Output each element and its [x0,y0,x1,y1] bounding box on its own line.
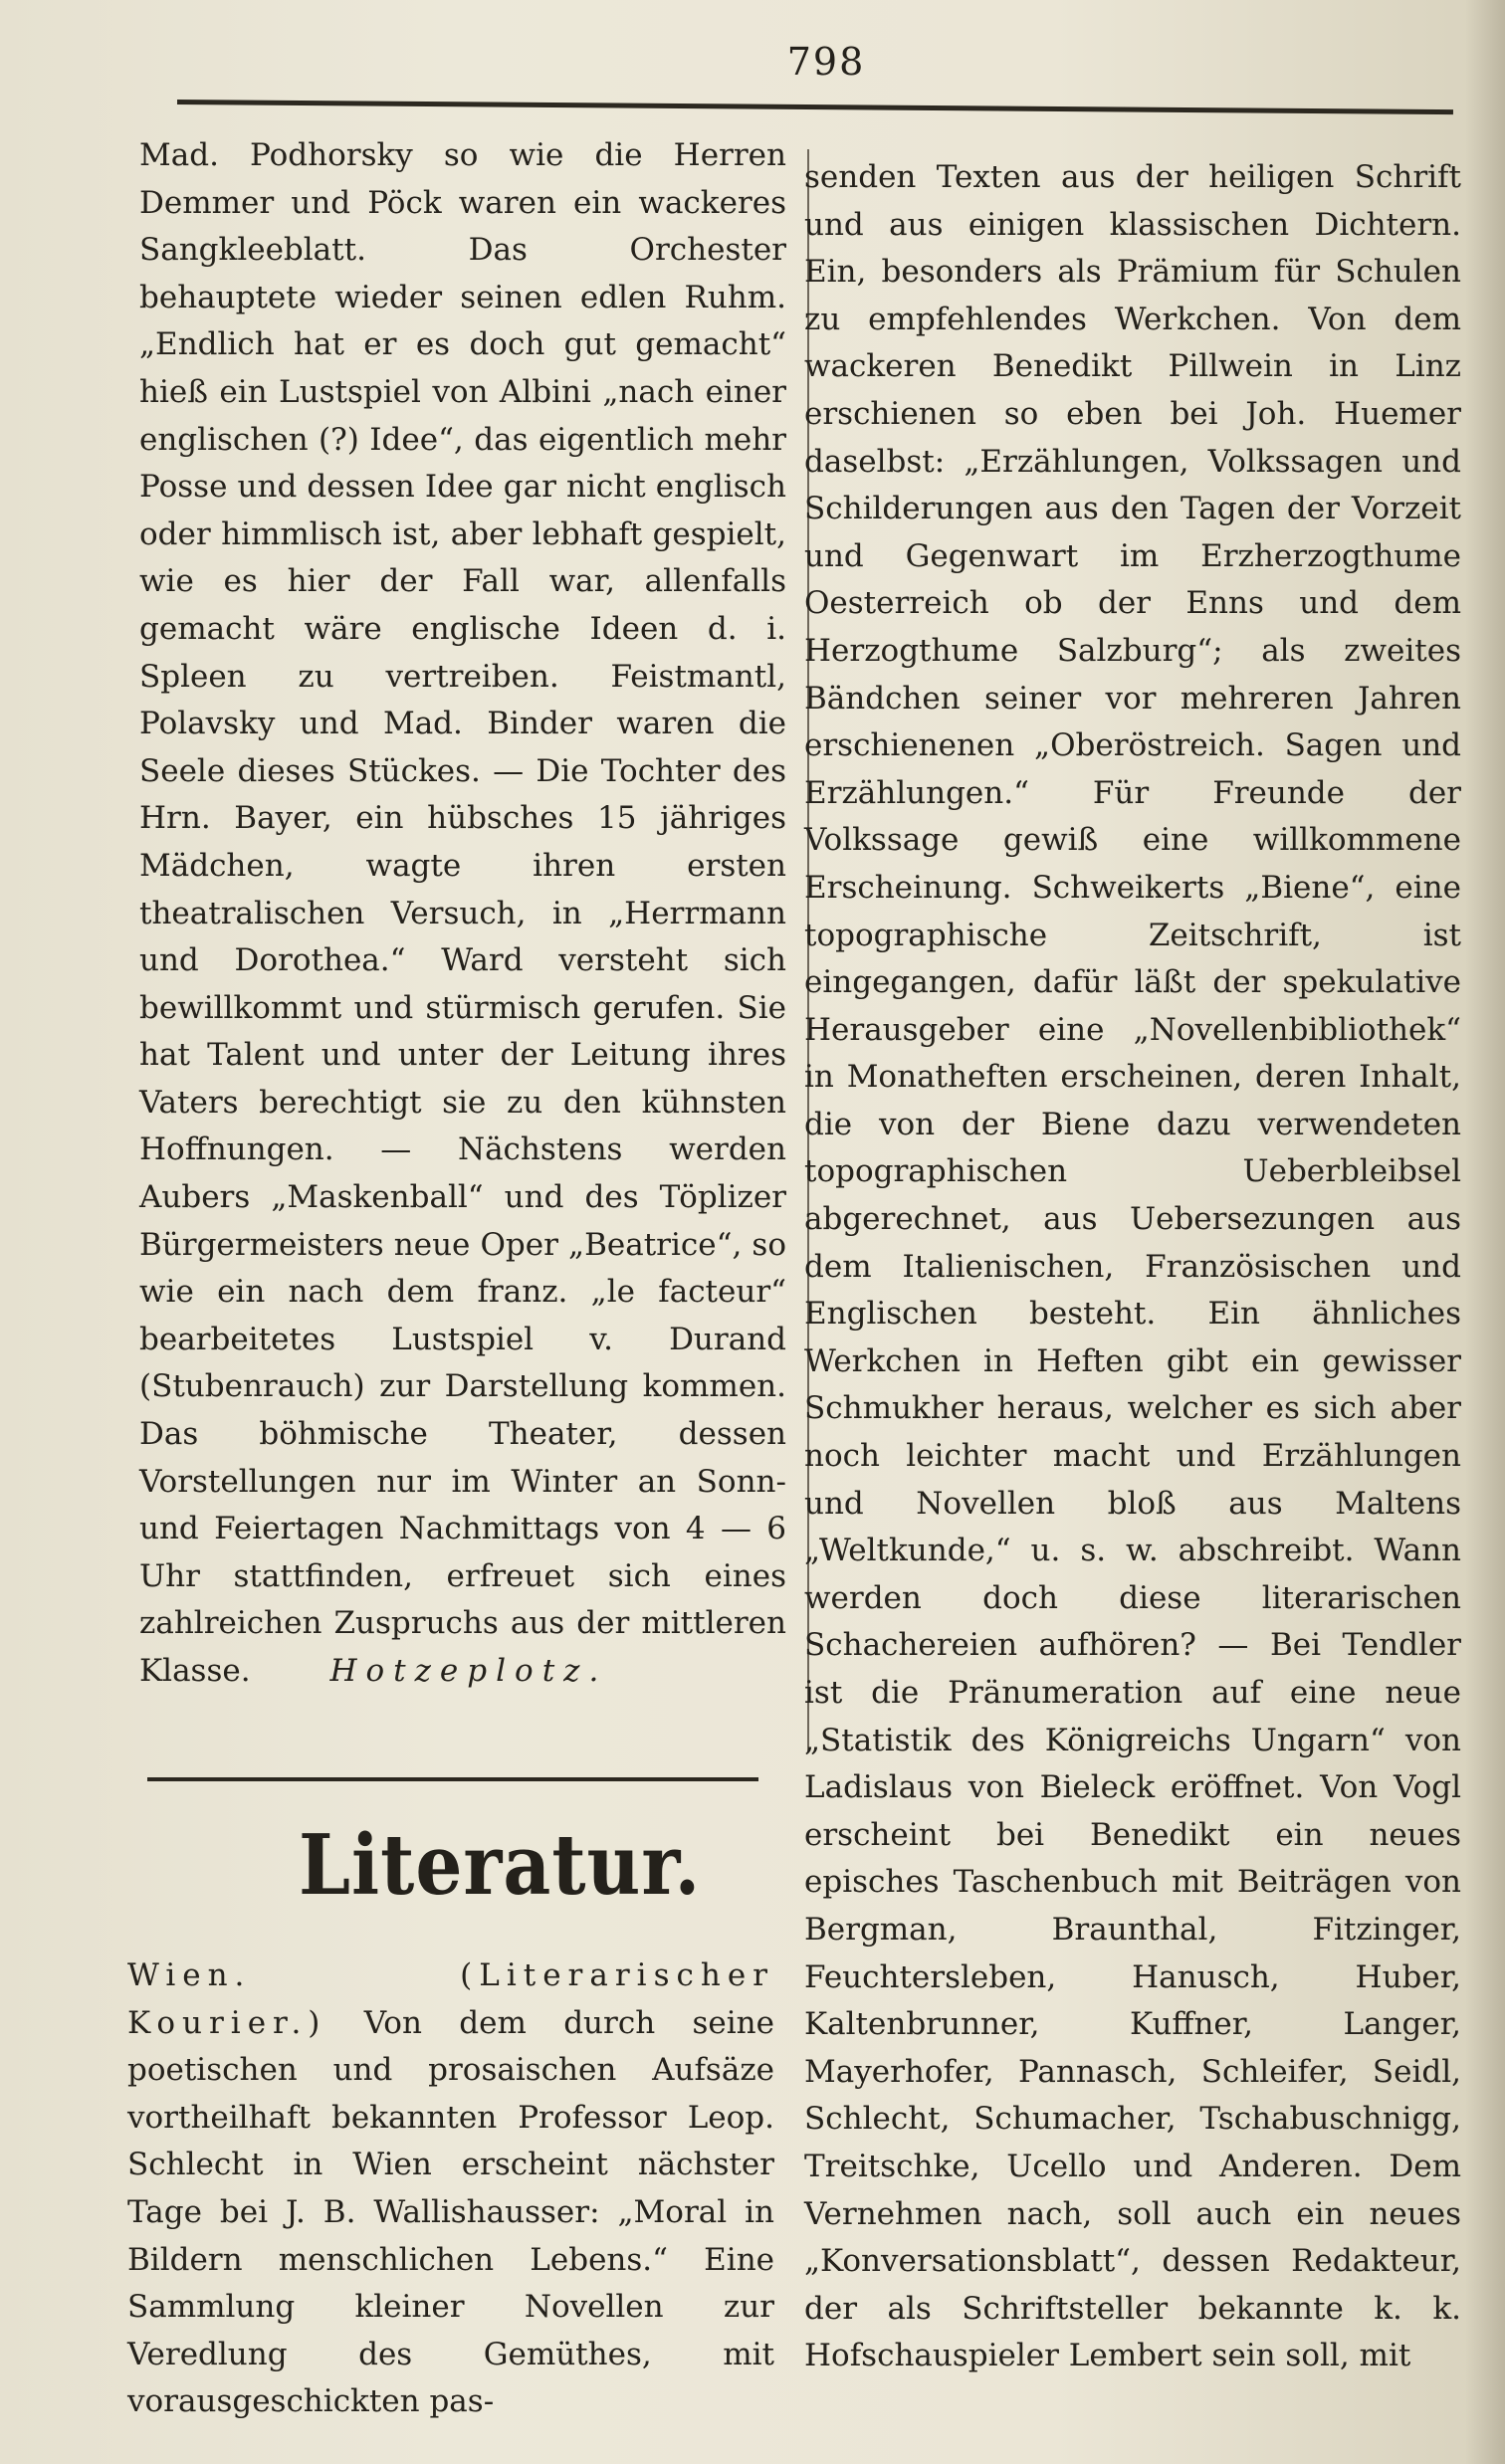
header-rule [177,100,1453,114]
page-number: 798 [786,40,866,84]
section-rule [147,1777,758,1781]
author-signature: Hotzeplotz. [329,1653,608,1689]
dateline-lead: Wien. (Literarischer Kourier.) [127,1957,774,2041]
left-column-top [139,132,786,1696]
left-column-bottom [127,1952,774,2426]
left-column-top-text [139,132,786,1696]
literature-opening-text: Von dem durch seine poetischen und prosaischen Aufsäze vortheilhaft bekannten Professor Leop. Schlecht in Wien erscheint nächster Tage bei J. B. Wallishausser: „Moral in Bildern menschlichen Lebens.“ Eine Sammlung kleiner Novellen zur Veredlung des Gemüthes, mit vorausgeschickten pas- [127,2004,774,2420]
section-heading: Literatur. [299,1817,702,1915]
literature-opening-paragraph [127,1952,774,2426]
page-edge-shadow [1465,0,1505,2464]
theatre-report-text: Mad. Podhorsky so wie die Herren Demmer und Pöck waren ein wackeres Sangkleeblatt. Das Orchester behauptete wieder seinen edlen Ruhm. „Endlich hat er es doch gut gemacht“ hieß ein Lustspiel von Albini „nach einer englischen (?) Idee“, das eigentlich mehr Posse und dessen Idee gar nicht englisch oder himmlisch ist, aber lebhaft gespielt, wie es hier der Fall war, allenfalls gemacht wäre englische Ideen d. i. Spleen zu vertreiben. Feistmantl, Polavsky und Mad. Binder waren die Seele dieses Stückes. — Die Tochter des Hrn. Bayer, ein hübsches 15 jähriges Mädchen, wagte ihren ersten theatralischen Versuch, in „Herrmann und Dorothea.“ Ward versteht sich bewillkommt und stürmisch gerufen. Sie hat Talent und unter der Leitung ihres Vaters berechtigt sie zu den kühnsten Hoffnungen. — Nächstens werden Aubers „Maskenball“ und des Töplizer Bürgermeisters neue Oper „Beatrice“, so wie ein nach dem franz. „le facteur“ bearbeitetes Lustspiel v. Durand (Stubenrauch) zur Darstellung kommen. Das böhmische Theater, dessen Vorstellungen nur im Winter an Sonn- und Feiertagen Nachmittags von 4 — 6 Uhr stattfinden, erfreuet sich eines zahlreichen Zuspruchs aus der mittleren Klasse. [139,137,786,1689]
right-column-text: senden Texten aus der heiligen Schrift und aus einigen klassischen Dichtern. Ein, besonders als Prämium für Schulen zu empfehlendes Werkchen. Von dem wackeren Benedikt Pillwein in Linz erschienen so eben bei Joh. Huemer daselbst: „Erzählungen, Volkssagen und Schilderungen aus den Tagen der Vorzeit und Gegenwart im Erzherzogthume Oesterreich ob der Enns und dem Herzogthume Salzburg“; als zweites Bändchen seiner vor mehreren Jahren erschienenen „Oberöstreich. Sagen und Erzählungen.“ Für Freunde der Volkssage gewiß eine willkommene Erscheinung. Schweikerts „Biene“, eine topographische Zeitschrift, ist eingegangen, dafür läßt der spekulative Herausgeber eine „Novellenbibliothek“ in Monatheften erscheinen, deren Inhalt, die von der Biene dazu verwendeten topographischen Ueberbleibsel abgerechnet, aus Uebersezungen aus dem Italienischen, Französischen und Englischen besteht. Ein ähnliches Werkchen in Heften gibt ein gewisser Schmukher heraus, welcher es sich aber noch leichter macht und Erzählungen und Novellen bloß aus Maltens „Weltkunde,“ u. s. w. abschreibt. Wann werden doch diese literarischen Schachereien aufhören? — Bei Tendler ist die Pränumeration auf eine neue „Statistik des Königreichs Ungarn“ von Ladislaus von Bieleck eröffnet. Von Vogl erscheint bei Benedikt ein neues episches Taschenbuch mit Beiträgen von Bergman, Braunthal, Fitzinger, Feuchtersleben, Hanusch, Huber, Kaltenbrunner, Kuffner, Langer, Mayerhofer, Pannasch, Schleifer, Seidl, Schlecht, Schumacher, Tschabuschnigg, Treitschke, Ucello und Anderen. Dem Vernehmen nach, soll auch ein neues „Konversationsblatt“, dessen Redakteur, der als Schriftsteller bekannte k. k. Hofschauspieler Lembert sein soll, mit [804,159,1461,2374]
right-column [804,154,1461,2380]
